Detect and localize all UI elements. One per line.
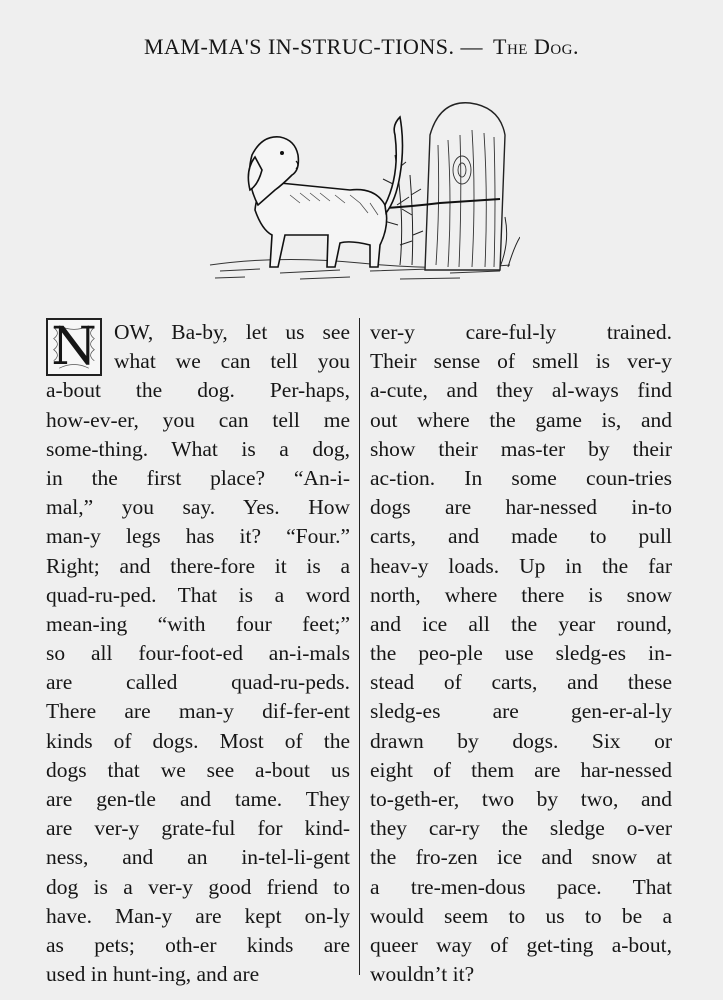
left-column xyxy=(46,318,350,989)
text-line: stead of carts, and these xyxy=(370,670,672,695)
page-subtitle: The Dog. xyxy=(493,34,580,59)
text-line: quad-ru-ped. That is a word xyxy=(46,582,350,607)
text-line: so all four-foot-ed an-i-mals xyxy=(46,641,350,666)
text-line: dogs that we see a-bout us xyxy=(46,757,350,782)
text-line: are called quad-ru-peds. xyxy=(46,670,350,695)
text-line: wouldn’t it? xyxy=(370,962,475,987)
text-line: some-thing. What is a dog, xyxy=(46,436,350,461)
text-line: eight of them are har-nessed xyxy=(370,757,672,782)
text-line: would seem to us to be a xyxy=(370,903,672,928)
text-line: a-bout the dog. Per-haps, xyxy=(46,378,350,403)
text-line: sledg-es are gen-er-al-ly xyxy=(370,699,672,724)
text-line: and ice all the year round, xyxy=(370,611,672,636)
text-line: the fro-zen ice and snow at xyxy=(370,845,672,870)
text-line: ver-y care-ful-ly trained. xyxy=(370,320,672,344)
text-line: in the first place? “An-i- xyxy=(46,465,350,490)
text-line: man-y legs has it? “Four.” xyxy=(46,524,350,549)
text-line: a-cute, and they al-ways find xyxy=(370,378,672,403)
text-line: are gen-tle and tame. They xyxy=(46,787,350,811)
text-line: out where the game is, and xyxy=(370,407,672,432)
text-line: how-ev-er, you can tell me xyxy=(46,407,350,432)
column-divider xyxy=(359,318,360,975)
text-line: to-geth-er, two by two, and xyxy=(370,787,672,811)
text-line: carts, and made to pull xyxy=(370,524,672,549)
text-line: have. Man-y are kept on-ly xyxy=(46,903,350,928)
text-line: dogs are har-nessed in-to xyxy=(370,495,672,520)
text-line: what we can tell you xyxy=(114,349,350,374)
text-line: show their mas-ter by their xyxy=(370,436,672,461)
drop-cap-letter: N xyxy=(51,317,97,377)
text-line: heav-y loads. Up in the far xyxy=(370,553,672,578)
text-line: used in hunt-ing, and are xyxy=(46,962,260,987)
text-line: mal,” you say. Yes. How xyxy=(46,495,350,520)
page-title: MAM-MA'S IN-STRUC-TIONS. — xyxy=(143,34,484,59)
text-line: the peo-ple use sledg-es in- xyxy=(370,641,672,666)
text-line: as pets; oth-er kinds are xyxy=(46,932,350,957)
page-header xyxy=(0,34,723,60)
text-line: dog is a ver-y good friend to xyxy=(46,874,350,899)
right-column xyxy=(370,318,672,989)
text-line: kinds of dogs. Most of the xyxy=(46,728,350,753)
text-line: are ver-y grate-ful for kind- xyxy=(46,816,350,841)
text-line: they car-ry the sledge o-ver xyxy=(370,816,672,841)
text-line: ness, and an in-tel-li-gent xyxy=(46,845,350,870)
text-line: north, where there is snow xyxy=(370,582,672,607)
text-line: OW, Ba-by, let us see xyxy=(114,320,350,344)
text-line: Their sense of smell is ver-y xyxy=(370,349,672,374)
dog-illustration xyxy=(200,95,520,285)
text-line: Right; and there-fore it is a xyxy=(46,553,350,578)
text-line: There are man-y dif-fer-ent xyxy=(46,699,350,724)
text-line: a tre-men-dous pace. That xyxy=(370,874,672,899)
text-line: ac-tion. In some coun-tries xyxy=(370,465,672,490)
text-line: drawn by dogs. Six or xyxy=(370,728,672,753)
text-line: queer way of get-ting a-bout, xyxy=(370,932,672,957)
text-line: mean-ing “with four feet;” xyxy=(46,611,350,636)
